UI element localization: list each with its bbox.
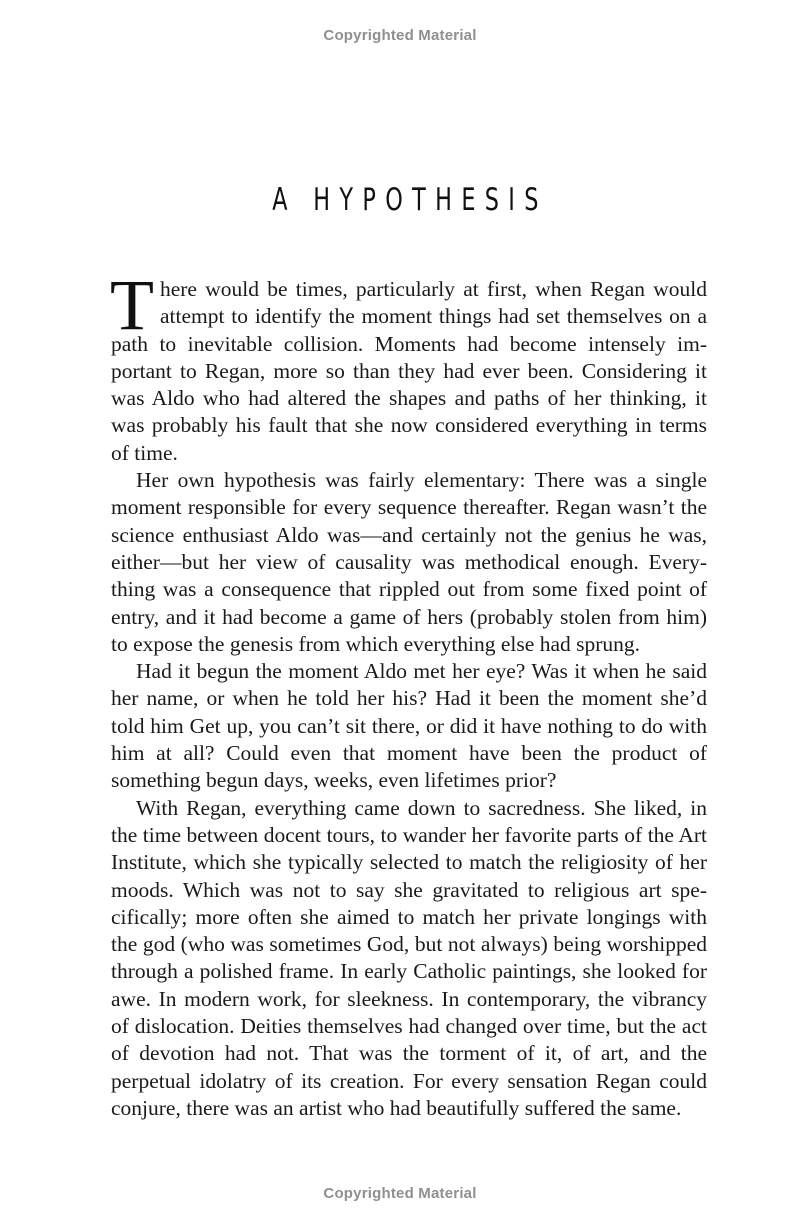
paragraph-1-text: here would be times, particularly at first, when Regan would attempt to identify the moment things had set themselves on a path to inevitable collision. Moments had become intensely important to Regan, more so than they had ever been. Considering it was Aldo who had altered the shapes and paths of her thinking, it was probably his fault that she now considered everything in terms of time. <box>111 277 707 465</box>
paragraph-4: With Regan, everything came down to sacredness. She liked, in the time between docent tours, to wander her favorite parts of the Art Institute, which she typically selected to match the religiosity of her moods. Which was not to say she gravitated to religious art specifically; more often she aimed to match her private longings with the god (who was sometimes God, but not always) being worshipped through a polished frame. In early Catholic paintings, she looked for awe. In modern work, for sleekness. In contemporary, the vibrancy of dislocation. Deities themselves had changed over time, but the act of devotion had not. That was the torment of it, of art, and the perpetual idolatry of its creation. For every sensation Regan could conjure, there was an artist who had beautifully suffered the same. <box>111 795 707 1120</box>
copyright-watermark-top: Copyrighted Material <box>323 27 477 44</box>
copyright-watermark-bottom: Copyrighted Material <box>323 1185 477 1202</box>
paragraph-1 <box>110 265 707 467</box>
body-text <box>110 265 707 1122</box>
paragraph-2: Her own hypothesis was fairly elementary: There was a single moment responsible for every sequence thereafter. Regan wasn’t the science enthusiast Aldo was—and certainly not the genius he was, either—but her view of causality was methodical enough. Everything was a consequence that rippled out from some fixed point of entry, and it had become a game of hers (probably stolen from him) to expose the genesis from which everything else had sprung. <box>111 468 707 656</box>
chapter-title: A HYPOTHESIS <box>272 182 548 218</box>
paragraph-3: Had it begun the moment Aldo met her eye? Was it when he said her name, or when he told her his? Had it been the moment she’d told him Get up, you can’t sit there, or did it have nothing to do with him at all? Could even that moment have been the product of something begun days, weeks, even lifetimes prior? <box>111 659 707 793</box>
drop-cap: T <box>110 265 154 345</box>
